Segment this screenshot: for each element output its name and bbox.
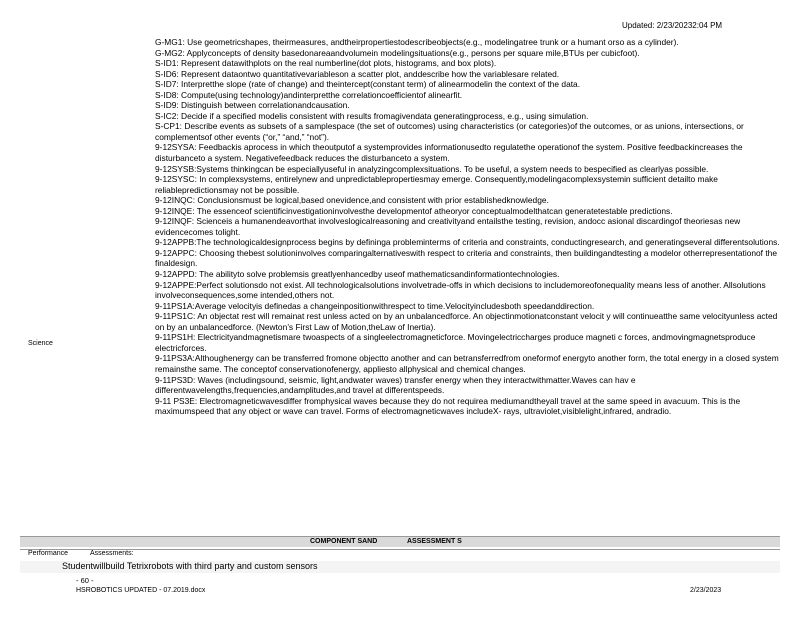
standard-item: G-MG1: Use geometricshapes, theirmeasures, andtheirpropertiestodescribeobjects(e.g., modelingatree trunk or a humant orso as a cylinder). bbox=[155, 37, 679, 47]
page-number: - 60 - bbox=[76, 576, 94, 585]
assessment-item: Studentwillbuild Tetrixrobots with third party and custom sensors bbox=[62, 561, 318, 571]
standard-item: 9-12SYSB:Systems thinkingcan be especiallyuseful in analyzingcomplexsituations. To be useful, a system needs to bespecified as clearlyas possible. bbox=[155, 163, 709, 174]
standard-item: 9-12APPE:Perfect solutionsdo not exist. All technologicalsolutions involvetrade-offs in which decisions to includemoreofonequality means less of another. Allsolutions involveconsequences,some intended,others not. bbox=[155, 279, 766, 301]
standard-item: S-ID9: Distinguish between correlationandcausation. bbox=[155, 100, 350, 111]
standard-item: 9-12SYSC: In complexsystems, entirelynew and unpredictablepropertiesmay emerge. Consequently,modelingacomplexsystemin sufficient detailto make reliablepredictionsmay not be possible. bbox=[155, 174, 718, 195]
standard-item: 9-11PS1H: Electricityandmagnetismare twoaspects of a singleelectromagneticforce. Movingelectriccharges produce magneti c forces, andmovingmagnetsproduce electricforces. bbox=[155, 332, 756, 353]
standard-item: G-MG2: Applyconcepts of density basedonareaandvolumein modelingsituations(e.g., persons per square mile,BTUs per cubicfoot). bbox=[155, 47, 640, 58]
standard-item: 9-11PS1C: An objectat rest will remainat rest unless acted on by an unbalancedforce. An objectinmotionatconstant velocit y will continueatthe same velocityunless acted on by an unbalancedforce. (Newton’s First Law of Motion,theLaw of Inertia). bbox=[155, 311, 778, 332]
standard-item: 9-12INQF: Scienceis a humanendeavorthat involveslogicalreasoning and creativityand entailsthe testing, revision, andocc asional discardingof theoriesas new evidencecomes tolight. bbox=[155, 216, 741, 237]
components-header-band bbox=[20, 537, 780, 547]
standard-item: 9-11 PS3E: Electromagneticwavesdiffer fromphysical waves because they do not requirea mediumandtheyall travel at the same speed in avacuum. This is the maximumspeed that any object or wave can travel. Forms of electromagneticwaves includeX- rays, ultraviolet,visiblelight,infrared, andradio. bbox=[155, 395, 741, 417]
assessments-label: Assessments: bbox=[90, 550, 134, 557]
standard-item: S-CP1: Describe events as subsets of a samplespace (the set of outcomes) using characteristics (or categories)of the outcomes, or as unions, intersections, or complementsof other events (“or,” “and,” “not”). bbox=[155, 121, 744, 142]
updated-timestamp: Updated: 2/23/20232:04 PM bbox=[622, 21, 723, 30]
performance-row bbox=[20, 549, 780, 560]
footer-date: 2/23/2023 bbox=[690, 587, 722, 594]
standard-item: S-ID8: Compute(using technology)andinterpretthe correlationcoefficientof alinearfit. bbox=[155, 89, 463, 100]
footer-file-name: HSROBOTICS UPDATED - 07.2019.docx bbox=[76, 587, 206, 594]
standard-item: 9-12INQC: Conclusionsmust be logical,based onevidence,and consistent with prior establishedknowledge. bbox=[155, 195, 549, 206]
standard-item: S-ID6: Represent dataontwo quantitativevariableson a scatter plot, anddescribe how the variablesare related. bbox=[155, 68, 560, 79]
subject-label: Science bbox=[28, 340, 53, 347]
standard-item: 9-11PS3A:Althoughenergy can be transferred fromone objectto another and can betransferredfrom oneformof energyto another form, the total energy in a closed system remainsthe same. The conceptof conservationofenergy, appliesto allphysical and chemical changes. bbox=[155, 353, 779, 374]
standard-item: 9-11PS1A:Average velocityis definedas a changeinpositionwithrespect to time.Velocityincludesboth speedanddirection. bbox=[155, 300, 595, 311]
standard-item: 9-12APPD: The abilityto solve problemsis greatlyenhancedby useof mathematicsandinformationtechnologies. bbox=[155, 269, 560, 280]
performance-label: Performance bbox=[28, 550, 69, 557]
standard-item: S-IC2: Decide if a specified modelis consistent with results fromagivendata generatingprocess, e.g., using simulation. bbox=[155, 110, 589, 121]
assessments-header: ASSESSMENT S bbox=[407, 538, 462, 545]
standard-item: 9-12INQE: The essenceof scientificinvestigationinvolvesthe developmentof atheoryor conceptualmodelthatcan generatetestable predictions. bbox=[155, 205, 673, 216]
standard-item: 9-11PS3D: Waves (includingsound, seismic, light,andwater waves) transfer energy when they interactwithmatter.Waves can hav e differentwavelengths,frequencies,andamplitudes,and travel at differentspeeds. bbox=[155, 374, 636, 396]
component-header: COMPONENT SAND bbox=[310, 538, 378, 545]
standard-item: S-ID7: Interpretthe slope (rate of change) and theintercept(constant term) of alinearmodelin the context of the data. bbox=[155, 79, 581, 90]
standard-item: 9-12SYSA: Feedbackis aprocess in which theoutputof a systemprovides informationusedto regulatethe operationof the system. Positive feedbackincreases the disturbanceto a system. Negativefeedback reduces the disturbanceto a system. bbox=[155, 142, 743, 164]
standard-item: S-ID1: Represent datawithplots on the real numberline(dot plots, histograms, and box plots). bbox=[155, 58, 497, 69]
standard-item: 9-12APPC: Choosing thebest solutioninvolves comparingalternativeswith respect to criteria and constraints, then buildingandtesting a modelor otherrepresentationof the finaldesign. bbox=[155, 247, 777, 269]
standard-item: 9-12APPB:The technologicaldesignprocess begins by defininga probleminterms of criteria and constraints, conductingresearch, and generatingseveral differentsolutions. bbox=[155, 237, 780, 248]
standards-list bbox=[155, 37, 783, 417]
